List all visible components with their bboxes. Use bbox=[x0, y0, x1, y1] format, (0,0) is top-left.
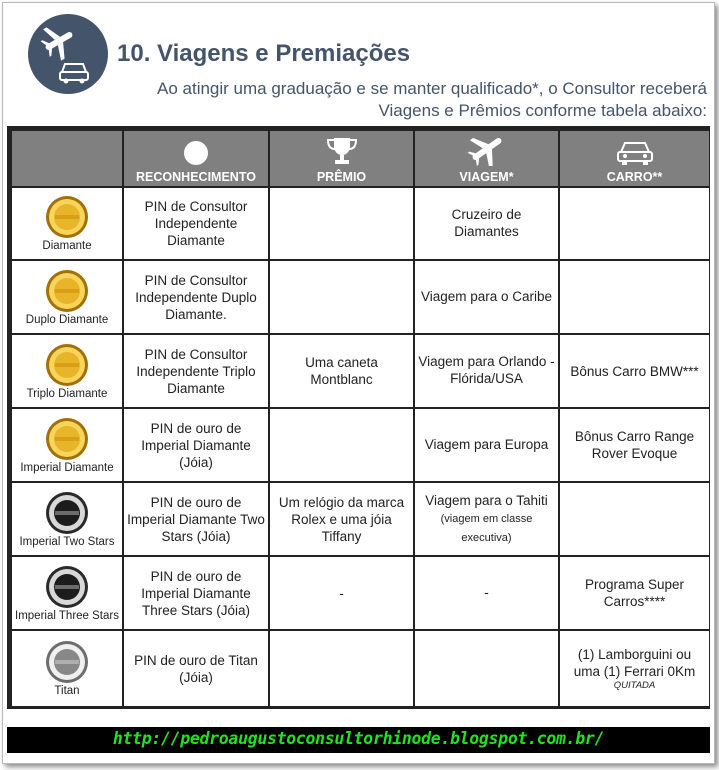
trip-text: Viagem para o Tahiti bbox=[425, 492, 548, 508]
prize-cell bbox=[270, 631, 413, 706]
car-cell bbox=[560, 557, 709, 629]
rewards-table bbox=[7, 126, 710, 709]
prize-cell: Um relógio da marca Rolex e uma jóia Tiffany bbox=[270, 483, 413, 555]
airplane-icon bbox=[467, 132, 507, 166]
trip-cell bbox=[415, 483, 558, 555]
trip-cell bbox=[415, 409, 558, 481]
car-cell bbox=[560, 188, 709, 259]
trip-note: (viagem em classe executiva) bbox=[440, 512, 533, 544]
car-text: Bônus Carro Range Rover Evoque bbox=[574, 429, 695, 461]
medal-icon bbox=[44, 416, 90, 462]
trophy-icon bbox=[325, 136, 359, 166]
prize-cell bbox=[270, 261, 413, 333]
car-cell bbox=[560, 631, 709, 706]
recognition-cell: PIN de ouro de Imperial Diamante (Jóia) bbox=[124, 409, 268, 481]
medal-icon bbox=[44, 564, 90, 610]
trip-text: Viagem para o Caribe bbox=[420, 288, 553, 304]
prize-cell: Uma caneta Montblanc bbox=[270, 335, 413, 407]
trip-cell bbox=[415, 557, 558, 629]
prize-cell bbox=[270, 409, 413, 481]
circle-icon bbox=[183, 140, 209, 166]
level-cell bbox=[12, 335, 122, 407]
car-text: (1) Lamborguini ou uma (1) Ferrari 0Km bbox=[573, 647, 696, 679]
trip-text: Viagem para Europa bbox=[424, 436, 549, 452]
level-name: Imperial Diamante bbox=[20, 461, 114, 474]
level-name: Imperial Three Stars bbox=[15, 609, 119, 622]
level-name: Diamante bbox=[42, 240, 92, 252]
prize-cell bbox=[270, 188, 413, 259]
level-cell bbox=[12, 409, 122, 481]
trip-cell bbox=[415, 335, 558, 407]
car-cell bbox=[560, 335, 709, 407]
trip-text: - bbox=[484, 584, 489, 600]
car-note: QUITADA bbox=[613, 680, 656, 691]
medal-icon bbox=[44, 268, 90, 314]
page-subtitle: Ao atingir uma graduação e se manter qualificado*, o Consultor receberá Viagens e Prêmios conforme tabela abaixo: bbox=[157, 79, 707, 120]
trip-cell bbox=[415, 261, 558, 333]
header-trip: VIAGEM* bbox=[415, 131, 558, 186]
car-icon bbox=[615, 138, 655, 166]
prize-cell: - bbox=[270, 557, 413, 629]
blog-url-link[interactable]: http://pedroaugustoconsultorhinode.blogspot.com.br/ bbox=[112, 729, 605, 748]
medal-icon bbox=[44, 490, 90, 536]
level-name: Triplo Diamante bbox=[26, 387, 108, 400]
travel-logo bbox=[28, 14, 108, 94]
level-cell bbox=[12, 483, 122, 555]
level-cell bbox=[12, 261, 122, 333]
trip-cell bbox=[415, 188, 558, 259]
recognition-cell: PIN de ouro de Imperial Diamante Three Stars (Jóia) bbox=[124, 557, 268, 629]
level-cell bbox=[12, 557, 122, 629]
recognition-cell: PIN de Consultor Independente Diamante bbox=[124, 188, 268, 259]
recognition-cell: PIN de Consultor Independente Triplo Diamante bbox=[124, 335, 268, 407]
level-name: Duplo Diamante bbox=[25, 313, 109, 326]
table-row bbox=[12, 409, 709, 481]
table-row bbox=[12, 631, 709, 706]
table-row bbox=[12, 335, 709, 407]
footer-url-bar bbox=[7, 727, 710, 753]
level-cell bbox=[12, 188, 122, 259]
medal-icon bbox=[44, 639, 90, 685]
header-prize: PRÊMIO bbox=[270, 131, 413, 186]
trip-text: Cruzeiro de Diamantes bbox=[451, 206, 522, 239]
level-name: Imperial Two Stars bbox=[19, 535, 115, 548]
recognition-cell: PIN de Consultor Independente Duplo Diamante. bbox=[124, 261, 268, 333]
medal-icon bbox=[44, 342, 90, 388]
car-text: Programa Super Carros**** bbox=[584, 577, 685, 609]
airplane-car-icon bbox=[28, 14, 108, 94]
page-title: 10. Viagens e Premiações bbox=[117, 40, 411, 67]
header-recognition: RECONHECIMENTO bbox=[124, 131, 268, 186]
header-level bbox=[12, 131, 122, 186]
table-row bbox=[12, 261, 709, 333]
medal-icon bbox=[44, 194, 90, 240]
level-name: Titan bbox=[54, 685, 80, 697]
recognition-cell: PIN de ouro de Titan (Jóia) bbox=[124, 631, 268, 706]
header-car: CARRO** bbox=[560, 131, 709, 186]
trip-cell bbox=[415, 631, 558, 706]
trip-text: Viagem para Orlando - Flórida/USA bbox=[418, 354, 555, 386]
car-cell bbox=[560, 261, 709, 333]
car-cell bbox=[560, 409, 709, 481]
level-cell bbox=[12, 631, 122, 706]
table-header-row bbox=[12, 131, 709, 186]
car-text: Bônus Carro BMW*** bbox=[570, 363, 699, 379]
car-cell bbox=[560, 483, 709, 555]
recognition-cell: PIN de ouro de Imperial Diamante Two Stars (Jóia) bbox=[124, 483, 268, 555]
table-row bbox=[12, 483, 709, 555]
table-row bbox=[12, 557, 709, 629]
table-row bbox=[12, 188, 709, 259]
